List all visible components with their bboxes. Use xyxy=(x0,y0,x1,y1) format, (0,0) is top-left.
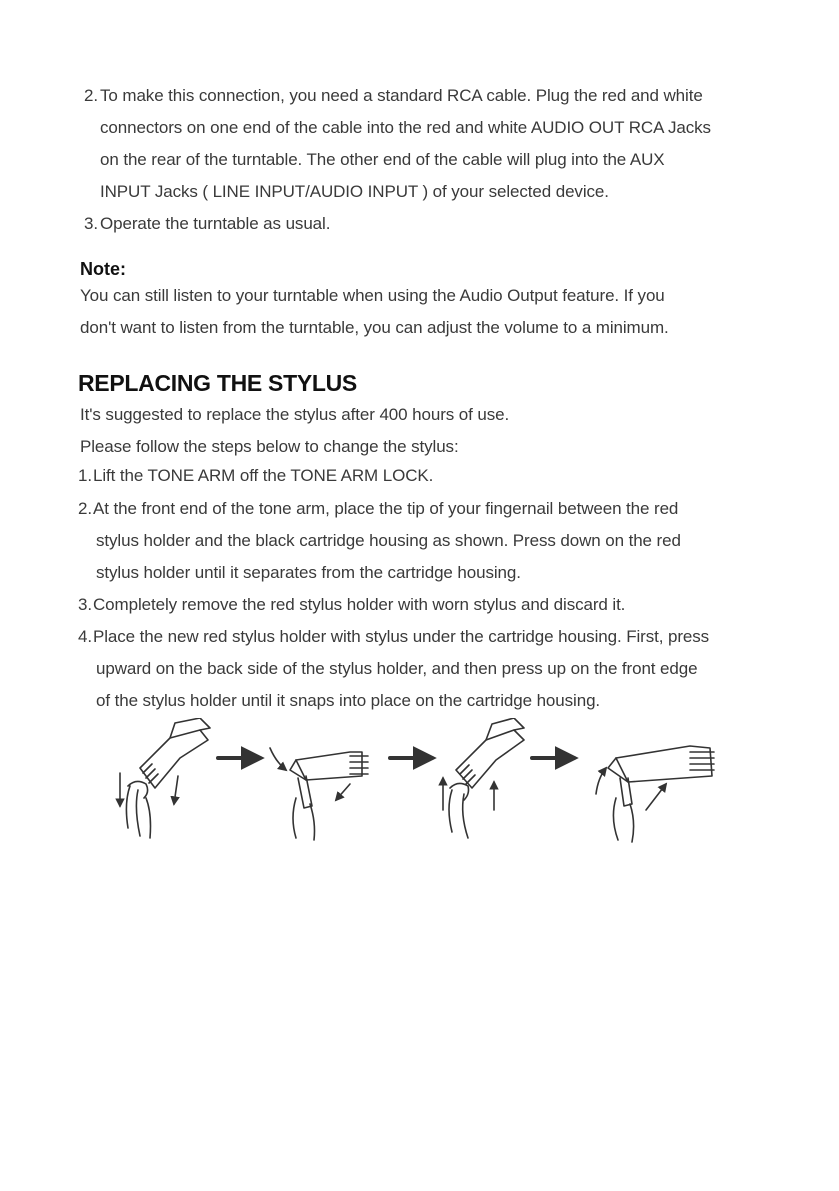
cartridge-insert-icon xyxy=(443,718,524,838)
connection-step-3-line-1: Operate the turntable as usual. xyxy=(100,214,331,233)
section-title: REPLACING THE STYLUS xyxy=(78,370,357,396)
connection-step-2-number: 2. xyxy=(84,86,98,105)
note-title: Note: xyxy=(80,259,126,279)
stylus-step-3-number: 3. xyxy=(78,595,92,614)
cartridge-detached-icon xyxy=(270,748,368,840)
stylus-intro-line-2: Please follow the steps below to change the stylus: xyxy=(80,437,459,456)
stylus-step-3-line-1: Completely remove the red stylus holder with worn stylus and discard it. xyxy=(93,595,626,614)
stylus-step-2-number: 2. xyxy=(78,499,92,518)
stylus-step-4-line-1: Place the new red stylus holder with stylus under the cartridge housing. First, press xyxy=(93,627,710,646)
stylus-step-1-number: 1. xyxy=(78,466,92,485)
note-line-2: don't want to listen from the turntable, you can adjust the volume to a minimum. xyxy=(80,318,669,337)
stylus-step-2-line-3: stylus holder until it separates from the cartridge housing. xyxy=(96,563,521,582)
stylus-step-4-number: 4. xyxy=(78,627,92,646)
connection-step-2-line-2: connectors on one end of the cable into the red and white AUDIO OUT RCA Jacks xyxy=(100,118,711,137)
stylus-step-1-line-1: Lift the TONE ARM off the TONE ARM LOCK. xyxy=(93,466,434,485)
note-line-1: You can still listen to your turntable when using the Audio Output feature. If you xyxy=(80,286,665,305)
stylus-step-4-line-3: of the stylus holder until it snaps into place on the cartridge housing. xyxy=(96,691,601,710)
stylus-step-4-line-2: upward on the back side of the stylus holder, and then press up on the front edge xyxy=(96,659,698,678)
stylus-replacement-illustration xyxy=(100,718,740,848)
cartridge-snapped-icon xyxy=(596,746,714,842)
stylus-intro-line-1: It's suggested to replace the stylus after 400 hours of use. xyxy=(80,405,510,424)
connection-step-3-number: 3. xyxy=(84,214,98,233)
stylus-step-2-line-1: At the front end of the tone arm, place the tip of your fingernail between the red xyxy=(93,499,679,518)
cartridge-remove-icon xyxy=(120,718,210,838)
stylus-step-2-line-2: stylus holder and the black cartridge housing as shown. Press down on the red xyxy=(96,531,681,550)
connection-step-2-line-4: INPUT Jacks ( LINE INPUT/AUDIO INPUT ) of your selected device. xyxy=(100,182,609,201)
connection-step-2-line-1: To make this connection, you need a standard RCA cable. Plug the red and white xyxy=(100,86,703,105)
connection-step-2-line-3: on the rear of the turntable. The other end of the cable will plug into the AUX xyxy=(100,150,665,169)
